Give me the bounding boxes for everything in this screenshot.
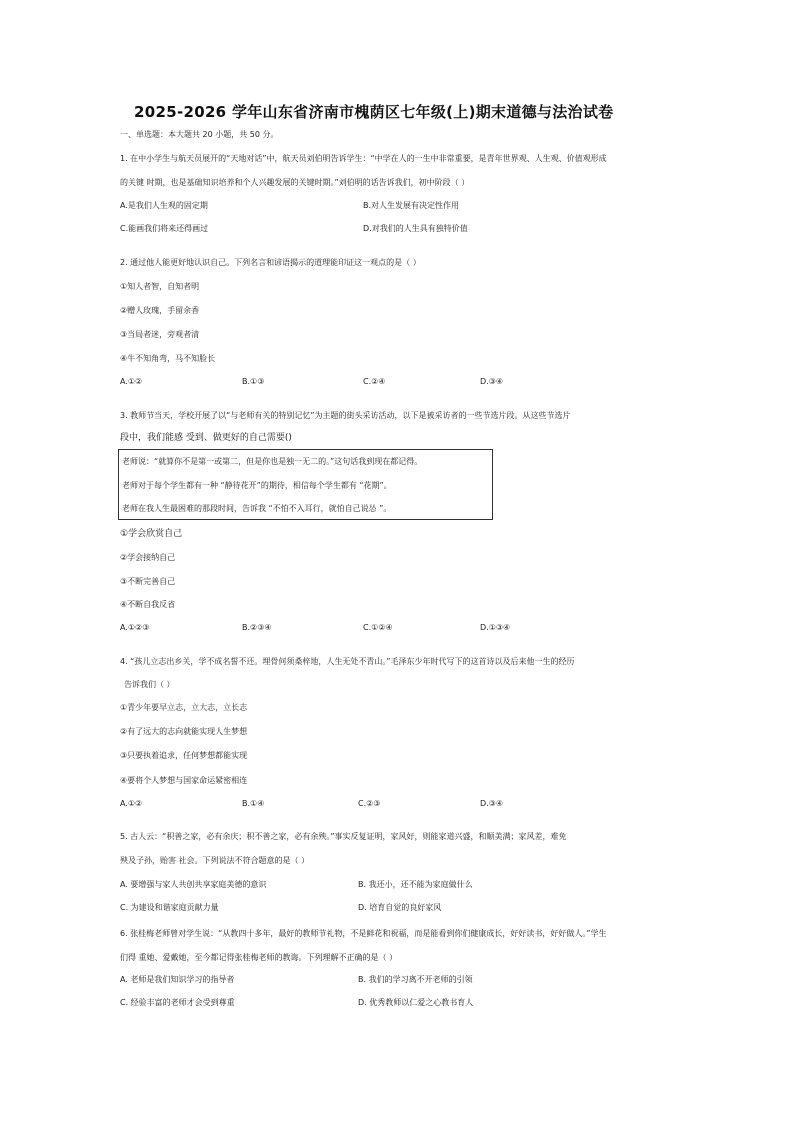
question-4-option-b: B.①④: [242, 799, 265, 808]
question-2-option-a: A.①②: [120, 377, 143, 386]
question-5-option-a: A. 要增强与家人共创共享家庭美德的意识: [120, 880, 267, 889]
question-5-stem-line1: 5. 古人云：“积善之家，必有余庆；积不善之家，必有余殃。”事实反复证明，家风好，则能家道兴盛，和顺美满；家风差，难免: [120, 832, 567, 841]
question-3-statement-1: ①学会欣赏自己: [120, 529, 183, 539]
question-6-option-b: B. 我们的学习离不开老师的引领: [358, 975, 473, 984]
question-3-option-a: A.①②③: [120, 623, 150, 632]
question-4-statement-4: ④要将个人梦想与国家命运紧密相连: [120, 776, 248, 785]
question-3-quote-2: 老师对于每个学生都有一种 “静待花开”的期待，相信每个学生都有 “花期”。: [122, 481, 392, 490]
question-4-option-a: A.①②: [120, 799, 143, 808]
question-2-stem: 2. 通过他人能更好地认识自己。下列名言和谚语揭示的道理能印证这一观点的是（ ）: [120, 258, 421, 267]
question-3-option-d: D.①③④: [480, 623, 511, 632]
question-2-option-b: B.①③: [242, 377, 265, 386]
question-3-option-c: C.①②④: [363, 623, 393, 632]
question-6-option-d: D. 优秀教师以仁爱之心教书育人: [358, 998, 474, 1007]
exam-title: 2025-2026 学年山东省济南市槐荫区七年级(上)期末道德与法治试卷: [134, 103, 614, 121]
question-6-option-c: C. 经验丰富的老师才会受到尊重: [120, 998, 235, 1007]
question-3-statement-3: ③不断完善自己: [120, 577, 176, 586]
question-2-option-d: D.③④: [480, 377, 504, 386]
section-heading: 一、单选题：本大题共 20 小题，共 50 分。: [120, 130, 279, 139]
question-2-option-c: C.②④: [363, 377, 386, 386]
question-3-option-b: B.②③④: [242, 623, 272, 632]
question-3-quote-3: 老师在我人生最困难的那段时间，告诉我 “不怕不入耳行，就怕自己说怂 ”。: [122, 504, 392, 513]
question-2-statement-3: ③当局者迷，旁观者清: [120, 330, 200, 339]
question-1-stem-line1: 1. 在中小学生与航天员展开的“天地对话”中，航天员刘伯明告诉学生：“中学在人的一生中非常重要，是青年世界观、人生观、价值观形成: [120, 154, 607, 163]
question-2-statement-2: ②赠人玫瑰，手留余香: [120, 306, 200, 315]
question-6-stem-line1: 6. 张桂梅老师曾对学生说：“从教四十多年，最好的教师节礼物，不是鲜花和祝福，而是能看到你们健康成长，好好读书，好好做人。”学生: [120, 929, 607, 938]
question-4-stem-line1: 4. “孩儿立志出乡关，学不成名誓不还。埋骨何须桑梓地，人生无处不青山。”毛泽东少年时代写下的这首诗以及后来他一生的经历: [120, 657, 575, 666]
question-6-option-a: A. 老师是我们知识学习的指导者: [120, 975, 235, 984]
question-3-stem-line2: 段中，我们能感 受到、做更好的自己需要(): [120, 433, 292, 443]
question-5-option-d: D. 培育自觉的良好家风: [358, 903, 442, 912]
question-4-option-c: C.②③: [358, 799, 381, 808]
question-3-statement-4: ④不断自我反省: [120, 600, 176, 609]
question-2-statement-1: ①知人者智，自知者明: [120, 282, 200, 291]
question-5-option-b: B. 我还小，还不能为家庭做什么: [358, 880, 473, 889]
question-3-quote-1: 老师说：“就算你不是第一或第二，但是你也是独一无二的。”这句话我到现在都记得。: [122, 457, 423, 466]
question-1-option-d: D.对我们的人生具有独特价值: [363, 224, 468, 233]
question-4-statement-3: ③只要执着追求，任何梦想都能实现: [120, 751, 248, 760]
question-1-stem-line2: 的关键 时期，也是基础知识培养和个人兴趣发展的关键时期。”刘伯明的话告诉我们，初中阶段（ ）: [120, 178, 470, 187]
question-2-statement-4: ④牛不知角弯，马不知脸长: [120, 354, 216, 363]
question-3-statement-2: ②学会接纳自己: [120, 553, 176, 562]
question-4-statement-1: ①青少年要早立志，立大志，立长志: [120, 703, 248, 712]
question-6-stem-line2: 们得 重她、爱戴她，至今都记得张桂梅老师的教诲。下列理解不正确的是（ ）: [120, 953, 398, 962]
question-5-option-c: C. 为建设和谐家庭贡献力量: [120, 903, 219, 912]
question-3-stem-line1: 3. 教师节当天，学校开展了以“与老师有关的特别记忆”为主题的街头采访活动，以下是被采访者的一些节选片段。从这些节选片: [120, 411, 571, 420]
question-1-option-a: A.是我们人生观的固定期: [120, 201, 208, 210]
question-4-stem-line2: 告诉我们（ ）: [124, 680, 175, 689]
question-1-option-c: C.能画我们将来还得画过: [120, 224, 209, 233]
question-4-option-d: D.③④: [480, 799, 504, 808]
question-4-statement-2: ②有了远大的志向就能实现人生梦想: [120, 727, 248, 736]
question-1-option-b: B.对人生发展有决定性作用: [363, 201, 460, 210]
question-5-stem-line2: 殃及子孙，贻害 社会。下列说法不符合题意的是（ ）: [120, 856, 310, 865]
